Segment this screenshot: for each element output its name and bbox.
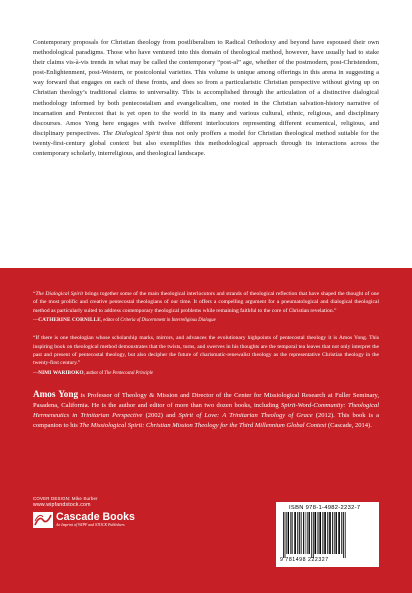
- endorser-affiliation-title: The Pentecostal Principle: [104, 370, 153, 376]
- barcode-bar: [297, 512, 298, 554]
- bio-book-title-3: The Missiological Spirit: Christian Mission Theology for the Third Millennium Global Context: [79, 421, 327, 429]
- publisher-tagline: An Imprint of WIPF and STOCK Publishers: [56, 523, 125, 527]
- bio-text-2: (2002) and: [142, 411, 179, 419]
- attribution-dash: —: [33, 369, 39, 376]
- endorsement-attribution: [33, 369, 379, 378]
- barcode-bar: [324, 512, 326, 554]
- barcode-bar: [290, 512, 291, 554]
- barcode-bar: [283, 512, 284, 558]
- barcode-bar: [292, 512, 293, 554]
- barcode-bar: [336, 512, 337, 554]
- publisher-logo: [33, 512, 135, 528]
- barcode-bar: [319, 512, 321, 554]
- barcode-bar: [345, 512, 346, 558]
- cover-design-credit: COVER DESIGN: Mike Surber: [33, 496, 98, 501]
- endorsement-quote: [33, 334, 379, 368]
- endorser-name: NIMI WARIBOKO: [38, 369, 84, 376]
- barcode-bar: [322, 512, 323, 554]
- barcode-bar: [285, 512, 286, 558]
- barcode-bar: [332, 512, 333, 554]
- isbn-barcode: [276, 502, 379, 567]
- publisher-logo-text: [56, 512, 135, 528]
- description-text-2: thus not only proffers a model for Christian theological method suitable for the twenty-first-century global context but also exemplifies this methodological approach through its interactions across the contemporary scholarly, interreligious, and theological landscape.: [33, 129, 379, 158]
- book-description: [33, 38, 379, 159]
- bio-text-3: (2012). This book is a companion to his: [33, 411, 380, 429]
- endorser-name: CATHERINE CORNILLE: [38, 317, 101, 324]
- barcode-bar: [306, 512, 307, 554]
- bio-book-title-2: Spirit of Love: A Trinitarian Theology of Grace: [178, 411, 313, 419]
- bio-book-title-1: Spirit-Word-Community: Theological Hermeneutics in Trinitarian Perspective: [33, 401, 380, 419]
- barcode-bar: [299, 512, 300, 554]
- author-name: Amos Yong: [33, 388, 79, 399]
- barcode-bar: [286, 512, 287, 554]
- barcode-bars: [280, 512, 375, 558]
- quote-text: brings together some of the main theological interlocutors and strands of theological reflection that have shaped the thought of one of the most prolific and creative pentecostal theologians of our time. It offers a compelling argument for a pneumatological and dialogical theological method as particularly suited to address contemporary theological problems while remaining faithful to the core of Christian revelation.”: [33, 291, 380, 314]
- description-book-title: The Dialogical Spirit: [102, 129, 161, 137]
- endorser-affiliation-prefix: , editor of: [100, 318, 121, 324]
- barcode-bar: [303, 512, 304, 554]
- description-text-1: Contemporary proposals for Christian theology from postliberalism to Radical Orthodoxy and beyond have espoused their own methodological paradigms. Those who have ventured into this domain of theological method, however, have usually had to stake their claims vis-à-vis trends in what may be called the contemporary “post-al” age, whether of the postmodern, post-Christendom, post-Enlightenment, post-Western, or postcolonial varieties. This volume is unique among offerings in this arena in suggesting a way forward that engages on each of these fronts, and does so from a particularistic Christian perspective without giving up on Christian theology’s traditional claims to universality. This is accomplished through the articulation of a distinctive dialogical methodology informed by both pentecostalism and evangelicalism, one rooted in the Christian salvation-history narrative of incarnation and Pentecost that is yet open to the world in its many and various cultural, ethnic, religious, and disciplinary discourses. Amos Yong here engages with twelve different interlocutors representing different ecumenical, religious, and disciplinary perspectives.: [33, 39, 379, 137]
- quote-book-title: The Dialogical Spirit: [35, 291, 84, 297]
- barcode-bar: [315, 512, 317, 554]
- barcode-bar: [318, 512, 319, 554]
- endorsement-2: [33, 334, 379, 378]
- endorsement-quote: [33, 290, 379, 315]
- barcode-digits: 9 781498 222327: [280, 557, 329, 563]
- cover-footer: [33, 496, 379, 576]
- endorsement-attribution: [33, 316, 379, 325]
- barcode-bar: [343, 512, 344, 558]
- barcode-bar: [313, 512, 314, 558]
- bio-text-4: (Cascade, 2014).: [326, 421, 372, 429]
- quote-open-mark: “: [33, 291, 36, 297]
- description-panel: [0, 0, 412, 268]
- barcode-bar: [311, 512, 312, 558]
- isbn-label: ISBN 978-1-4982-2232-7: [289, 505, 361, 511]
- endorsement-1: [33, 290, 379, 325]
- bio-text-1: is Professor of Theology & Mission and Director of the Center for Missiological Research at Fuller Seminary, Pasadena, California. He is the author and editor of more than two dozen books, including: [33, 391, 379, 409]
- barcode-bar: [329, 512, 331, 554]
- barcode-bar: [341, 512, 342, 554]
- barcode-bar: [294, 512, 296, 554]
- barcode-bar: [288, 512, 289, 554]
- cascade-logo-icon: [33, 512, 53, 528]
- barcode-bar: [309, 512, 310, 554]
- publisher-website: www.wipfandstock.com: [33, 502, 91, 508]
- quote-text: “If there is one theologian whose scholarship marks, mirrors, and advances the evolutionary highpoints of pentecostal theology it is Amos Yong. This inspiring book on theological method demonstrates that the twists, turns, and swerves in his thoughts are the temporal tea leaves that not only interpret the past and present of pentecostal theology, but also decipher the future of charismatic-renewalist theology as the representative Christian theology in the twenty-first century.”: [33, 335, 379, 367]
- endorser-affiliation-title: Criteria of Discernment in Interreligious Dialogue: [120, 318, 216, 324]
- publisher-name: Cascade Books: [56, 511, 135, 523]
- endorser-affiliation-prefix: , author of: [83, 370, 105, 376]
- barcode-bar: [301, 512, 302, 554]
- barcode-bar: [307, 512, 308, 554]
- attribution-dash: —: [33, 317, 39, 324]
- author-bio: [33, 389, 379, 431]
- barcode-bar: [327, 512, 328, 554]
- barcode-bar: [338, 512, 340, 554]
- barcode-bar: [334, 512, 335, 554]
